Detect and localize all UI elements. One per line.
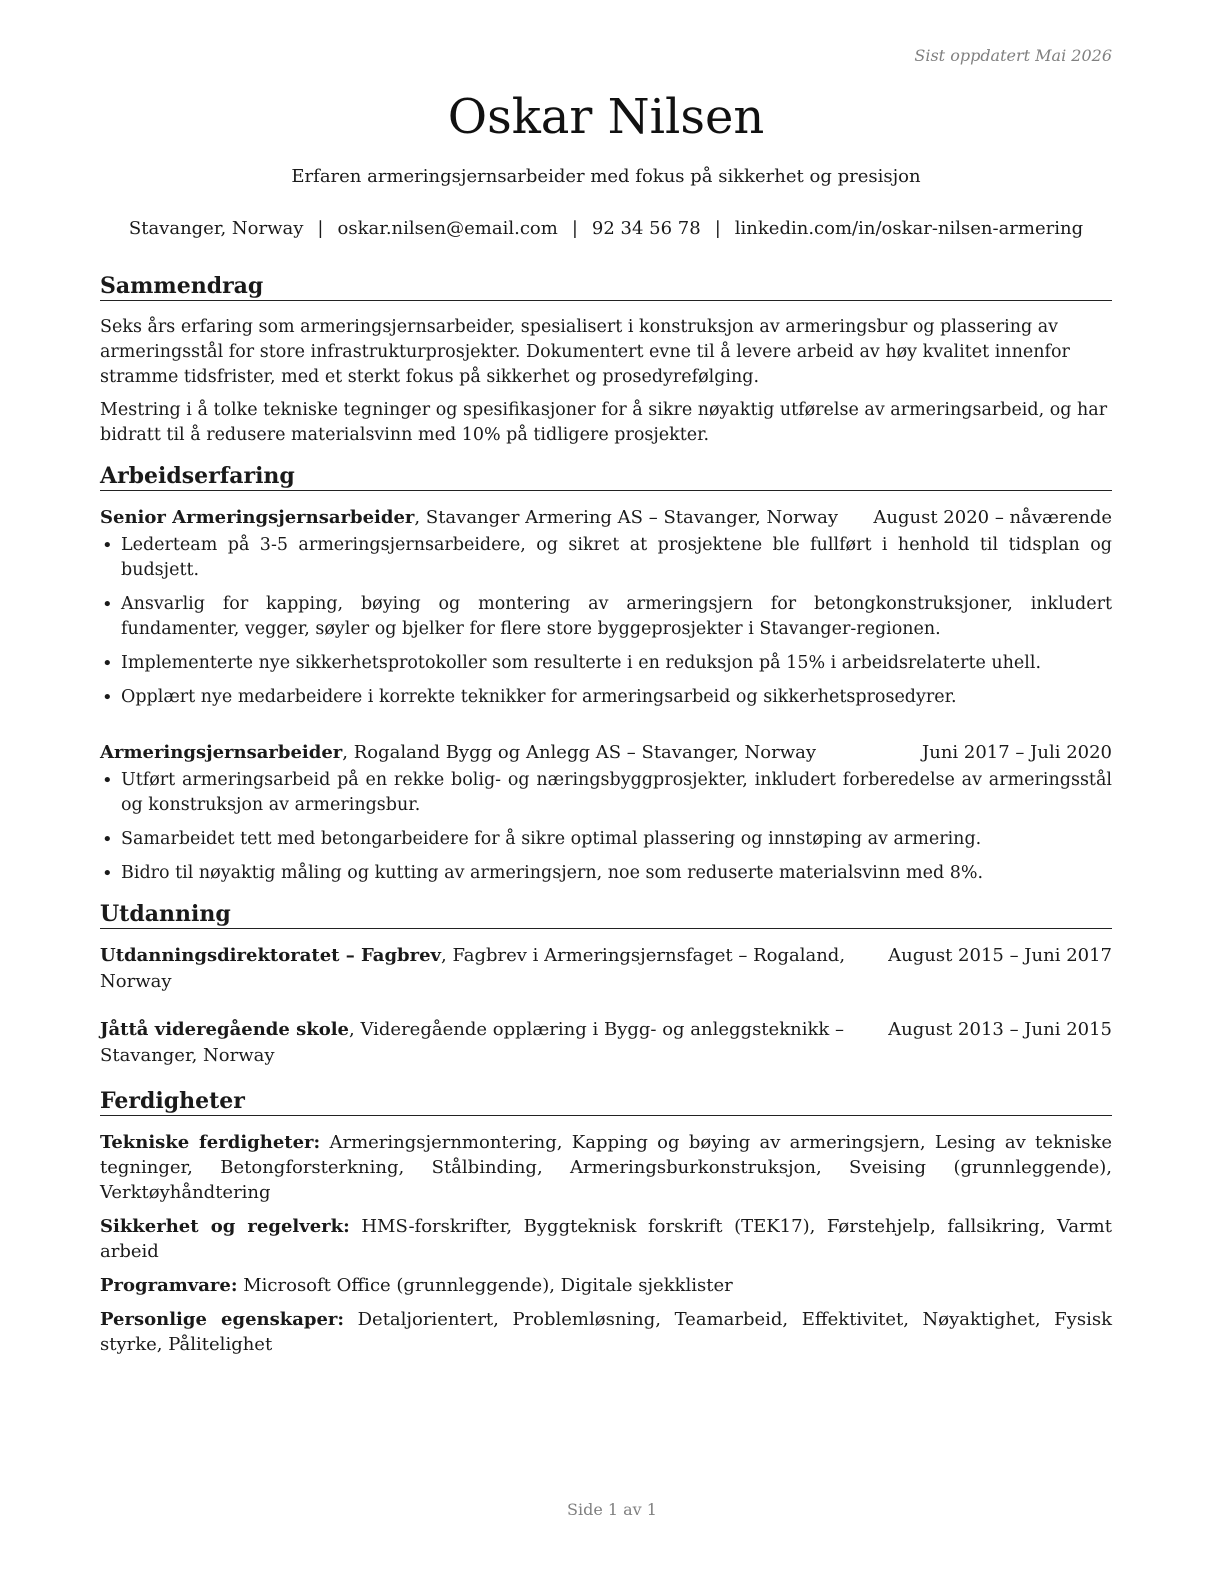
job-bullet: • Utført armeringsarbeid på en rekke bolig- og næringsbyggprosjekter, inkludert forberedelse av armeringsstål og konstruksjon av armeringsbur. <box>100 768 1112 818</box>
skill-line <box>100 1214 1112 1264</box>
skill-label: Sikkerhet og regelverk: <box>100 1216 350 1237</box>
candidate-name: Oskar Nilsen <box>447 89 765 145</box>
education-school: Jåttå videregående skole <box>100 1019 350 1040</box>
contact-separator: | <box>571 218 578 239</box>
skill-label: Programvare: <box>100 1275 238 1296</box>
skill-value: Armeringsjernmontering, Kapping og bøying av armeringsjern, Lesing av tekniske tegninger, Betongforsterkning, Stålbinding, Armeringsburkonstruksjon, Sveising (grunnleggende), Verktøyhåndtering <box>100 1132 1113 1203</box>
tagline: Erfaren armeringsjernsarbeider med fokus på sikkerhet og presisjon <box>291 166 921 187</box>
job-header <box>100 740 1112 766</box>
experience-section <box>100 462 1112 886</box>
education-dates: August 2015 – Juni 2017 <box>888 945 1112 966</box>
education-detail: , Fagbrev i Armeringsjernsfaget – Rogaland, Norway <box>100 945 846 992</box>
education-dates: August 2013 – Juni 2015 <box>888 1019 1112 1040</box>
skill-value: Detaljorientert, Problemløsning, Teamarbeid, Effektivitet, Nøyaktighet, Fysisk styrke, Pålitelighet <box>100 1309 1112 1355</box>
job-bullet: • Implementerte nye sikkerhetsprotokoller som resulterte i en reduksjon på 15% i arbeidsrelaterte uhell. <box>100 651 1112 676</box>
section-title-summary: Sammendrag <box>100 272 1112 301</box>
contact-phone: 92 34 56 78 <box>591 218 701 239</box>
job-dates: August 2020 – nåværende <box>873 507 1112 528</box>
job-entry <box>100 505 1112 710</box>
job-bullets <box>100 533 1112 710</box>
job-bullets <box>100 768 1112 886</box>
skill-label: Personlige egenskaper: <box>100 1309 345 1330</box>
job-role: Senior Armeringsjernsarbeider <box>100 507 415 528</box>
job-company: , Stavanger Armering AS – Stavanger, Norway <box>414 507 838 528</box>
section-title-experience: Arbeidserfaring <box>100 462 1112 491</box>
job-bullet: • Bidro til nøyaktig måling og kutting av armeringsjern, noe som reduserte materialsvinn med 8%. <box>100 861 1112 886</box>
skill-label: Tekniske ferdigheter: <box>100 1132 321 1153</box>
contact-email[interactable]: oskar.nilsen@email.com <box>337 218 558 239</box>
job-role: Armeringsjernsarbeider <box>100 742 343 763</box>
education-section <box>100 900 1112 1069</box>
job-company: , Rogaland Bygg og Anlegg AS – Stavanger, Norway <box>342 742 817 763</box>
job-entry <box>100 740 1112 886</box>
skill-value: Microsoft Office (grunnleggende), Digitale sjekklister <box>237 1275 733 1296</box>
job-bullet: • Lederteam på 3-5 armeringsjernsarbeidere, og sikret at prosjektene ble fullført i henhold til tidsplan og budsjett. <box>100 533 1112 583</box>
education-school: Utdanningsdirektoratet – Fagbrev <box>100 945 442 966</box>
education-entry <box>100 1017 1112 1069</box>
job-dates: Juni 2017 – Juli 2020 <box>922 742 1112 763</box>
summary-paragraph: Mestring i å tolke tekniske tegninger og spesifikasjoner for å sikre nøyaktig utførelse av armeringsarbeid, og har bidratt til å redusere materialsvinn med 10% på tidligere prosjekter. <box>100 400 1108 445</box>
contact-line <box>100 216 1112 242</box>
last-updated: Sist oppdatert Mai 2026 <box>914 46 1112 65</box>
skills-section <box>100 1087 1112 1357</box>
summary-section <box>100 272 1112 448</box>
education-entry <box>100 943 1112 995</box>
skill-line <box>100 1307 1112 1357</box>
skill-line <box>100 1273 1112 1298</box>
contact-linkedin[interactable]: linkedin.com/in/oskar-nilsen-armering <box>734 218 1084 239</box>
job-bullet: • Ansvarlig for kapping, bøying og montering av armeringsjern for betongkonstruksjoner, inkludert fundamenter, vegger, søyler og bjelker for flere store byggeprosjekter i Stavanger-regionen. <box>100 592 1112 642</box>
contact-location: Stavanger, Norway <box>128 218 304 239</box>
job-bullet: • Samarbeidet tett med betongarbeidere for å sikre optimal plassering og innstøping av armering. <box>100 827 1112 852</box>
skill-line <box>100 1130 1112 1205</box>
job-bullet: • Opplært nye medarbeidere i korrekte teknikker for armeringsarbeid og sikkerhetsprosedyrer. <box>100 685 1112 710</box>
contact-separator: | <box>714 218 721 239</box>
skill-value: HMS-forskrifter, Byggteknisk forskrift (TEK17), Førstehjelp, fallsikring, Varmt arbeid <box>100 1216 1112 1262</box>
education-detail: , Videregående opplæring i Bygg- og anleggsteknikk – Stavanger, Norway <box>100 1019 844 1066</box>
contact-separator: | <box>317 218 324 239</box>
page-number: Side 1 av 1 <box>567 1500 657 1519</box>
job-header <box>100 505 1112 531</box>
summary-paragraph: Seks års erfaring som armeringsjernsarbeider, spesialisert i konstruksjon av armeringsbur og plassering av armeringsstål for store infrastrukturprosjekter. Dokumentert evne til å levere arbeid av høy kvalitet innenfor stramme tidsfrister, med et sterkt fokus på sikkerhet og prosedyrefølging. <box>100 317 1070 387</box>
section-title-education: Utdanning <box>100 900 1112 929</box>
section-title-skills: Ferdigheter <box>100 1087 1112 1116</box>
